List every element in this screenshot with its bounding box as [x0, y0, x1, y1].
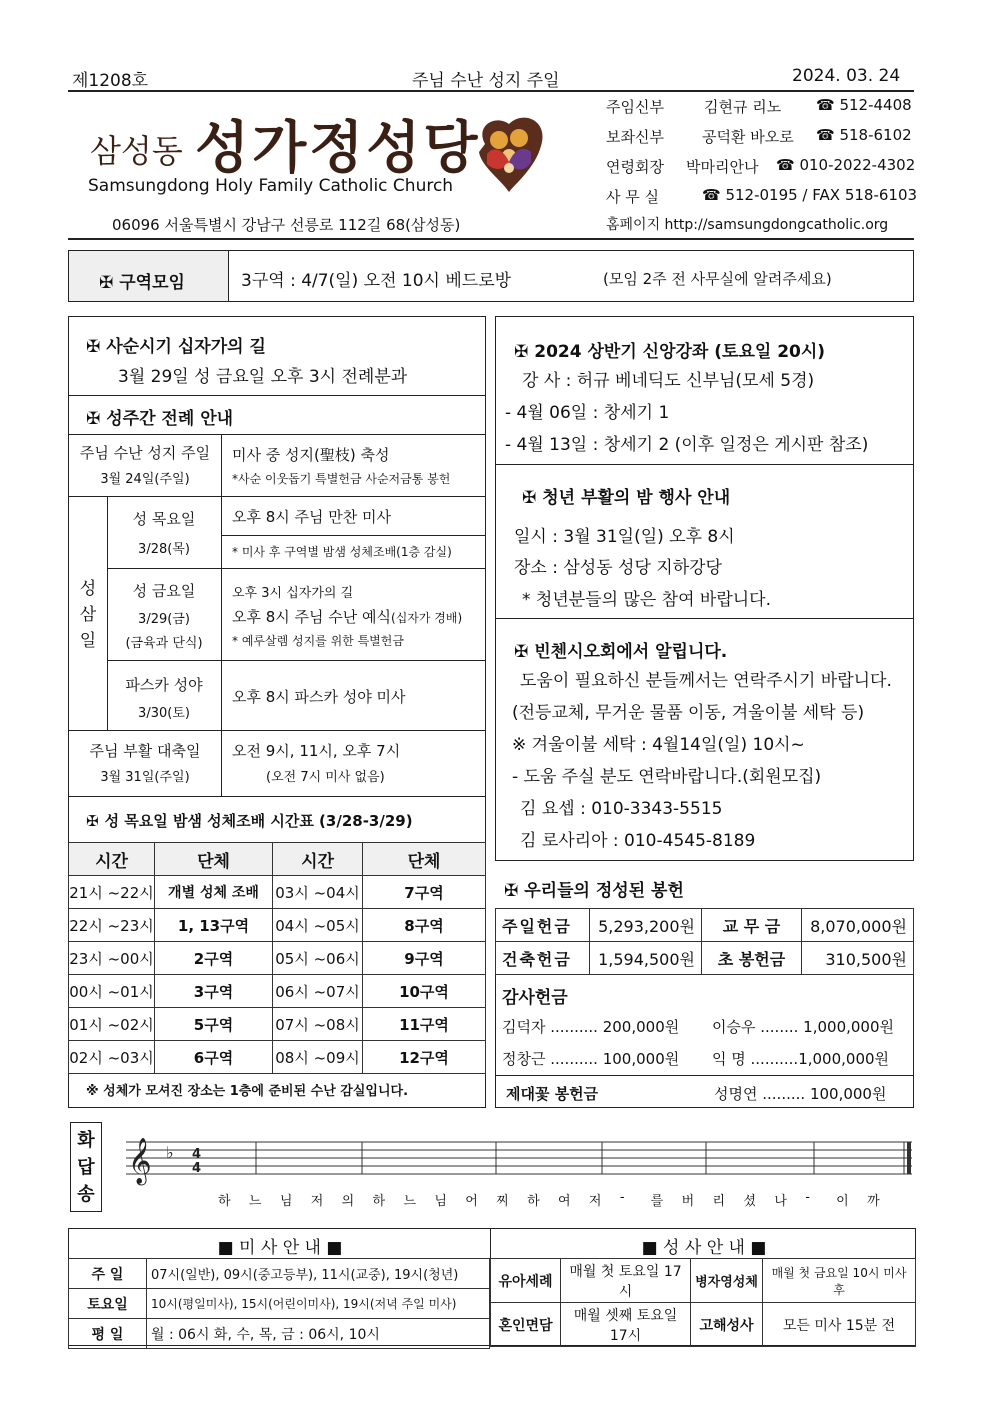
lyric-syllable: 어	[465, 1194, 478, 1209]
music-staff	[126, 1128, 916, 1190]
contact-role: 보좌신부	[606, 128, 664, 146]
cross-icon: ✠	[99, 273, 114, 293]
lyric-syllable: 여	[558, 1194, 571, 1209]
column-header: 단체	[363, 843, 486, 876]
friday-desc1: 오후 3시 십자가의 길	[232, 586, 354, 601]
column-header: 단체	[155, 843, 273, 876]
thanks-entry: 정창근 .......... 100,000원	[502, 1050, 680, 1068]
psalm-lyrics	[218, 1190, 898, 1210]
thursday-note: * 미사 후 구역별 밤샘 성체조배(1층 감실)	[232, 545, 452, 559]
table-row: 23시 ~00시 2구역 05시 ~06시 9구역	[69, 942, 486, 975]
svg-text:𝄞: 𝄞	[128, 1138, 152, 1184]
lyric-syllable: -	[619, 1190, 625, 1205]
lyric-syllable: 느	[403, 1194, 417, 1209]
vincent-line: - 도움 주실 분도 연락바랍니다.(회원모집)	[512, 767, 822, 787]
vincent-line: ※ 겨울이불 세탁 : 4월14일(일) 10시~	[512, 735, 805, 755]
palm-date: 3월 24일(주일)	[100, 472, 190, 487]
lyric-syllable: 님	[434, 1194, 447, 1209]
offering-title: 우리들의 정성된 봉헌	[524, 881, 684, 901]
homepage-link[interactable]: 홈페이지 http://samsungdongcatholic.org	[606, 217, 889, 233]
stations-content: 3월 29일 성 금요일 오후 3시 전례분과	[118, 367, 408, 387]
lecture-line: 강 사 : 허규 베네딕도 신부님(모세 5경)	[522, 371, 815, 391]
lyric-syllable: 저	[310, 1194, 324, 1209]
easter-date: 3월 31일(주일)	[100, 770, 190, 785]
lyric-syllable: 셨	[743, 1194, 757, 1209]
vincent-line: (전등교체, 무거운 물품 이동, 겨울이불 세탁 등)	[512, 703, 865, 723]
thursday-desc: 오후 8시 주님 만찬 미사	[232, 508, 392, 526]
table-row: 혼인면담 매월 셋째 토요일 17시 고해성사 모든 미사 15분 전	[491, 1303, 916, 1347]
cross-icon: ✠	[504, 881, 519, 901]
psalm-label: 화 답 송	[77, 1130, 95, 1205]
vincent-line: 도움이 필요하신 분들께서는 연락주시기 바랍니다.	[520, 671, 892, 691]
friday-day: 성 금요일	[132, 582, 196, 600]
cross-icon: ✠	[514, 642, 529, 662]
adoration-table	[68, 842, 486, 1074]
district-content: 3구역 : 4/7(일) 오전 10시 베드로방	[241, 271, 512, 291]
cross-icon: ✠	[514, 342, 529, 362]
friday-desc2: 오후 8시 주님 수난 예식	[232, 608, 392, 626]
triduum-label: 성 삼 일	[79, 579, 97, 651]
lyric-syllable: 나	[774, 1194, 787, 1209]
district-note: (모임 2주 전 사무실에 알려주세요)	[603, 270, 832, 288]
vincent-title: 빈첸시오회에서 알립니다.	[534, 642, 728, 662]
contact-phone: ☎ 512-4408	[816, 96, 912, 114]
lyric-syllable: -	[805, 1190, 810, 1205]
contact-role: 사 무 실	[606, 188, 660, 206]
psalm-label-box	[70, 1122, 102, 1212]
contact-role: 주임신부	[606, 98, 664, 116]
svg-text:♭: ♭	[166, 1143, 174, 1162]
easter-desc: 오전 9시, 11시, 오후 7시	[232, 742, 401, 760]
lyric-syllable: 하	[218, 1194, 231, 1209]
vincent-line: 김 요셉 : 010-3343-5515	[520, 799, 723, 819]
adoration-title: 성 목요일 밤샘 성체조배 시간표 (3/28-3/29)	[104, 812, 413, 830]
thanks-entry: 김덕자 .......... 200,000원	[502, 1018, 680, 1036]
palm-day: 주님 수난 성지 주일	[79, 444, 211, 462]
lecture-line: - 4월 13일 : 창세기 2 (이후 일정은 게시판 참조)	[505, 435, 869, 455]
vigil-date: 3/30(토)	[138, 706, 190, 721]
lyric-syllable: 저	[588, 1194, 602, 1209]
lyric-syllable: 의	[341, 1194, 355, 1209]
table-row: 건축헌금 1,594,500원 초 봉헌금 310,500원	[496, 942, 914, 975]
holyweek-title: 성주간 전례 안내	[106, 409, 234, 429]
table-row: 주 일 07시(일반), 09시(중고등부), 11시(교중), 19시(청년)	[69, 1259, 490, 1289]
lyric-syllable: 찌	[496, 1194, 509, 1209]
easter-note: (오전 7시 미사 없음)	[266, 770, 385, 785]
sacrament-table	[490, 1258, 916, 1347]
friday-desc2b: (십자가 경배)	[391, 611, 463, 625]
bulletin-date: 2024. 03. 24	[792, 66, 901, 86]
contact-phone: ☎ 518-6102	[816, 126, 912, 144]
district-meeting-box	[68, 250, 914, 302]
vincent-line: 김 로사리아 : 010-4545-8189	[520, 831, 756, 851]
friday-fast: (금육과 단식)	[125, 636, 203, 651]
youth-line: * 청년분들의 많은 참여 바랍니다.	[522, 590, 772, 610]
youth-line: 장소 : 삼성동 성당 지하강당	[514, 558, 722, 578]
contact-phone: ☎ 010-2022-4302	[776, 156, 916, 174]
contact-phone: ☎ 512-0195 / FAX 518-6103	[702, 186, 918, 204]
table-row: 00시 ~01시 3구역 06시 ~07시 10구역	[69, 975, 486, 1008]
column-header: 시간	[69, 843, 155, 876]
contact-name: 박마리안나	[686, 158, 759, 176]
table-row: 02시 ~03시 6구역 08시 ~09시 12구역	[69, 1041, 486, 1074]
svg-text:4: 4	[192, 1147, 202, 1162]
lyric-syllable: 이	[836, 1194, 849, 1209]
english-name: Samsungdong Holy Family Catholic Church	[88, 176, 454, 196]
lyric-syllable: 리	[712, 1194, 726, 1209]
palm-desc: 미사 중 성지(聖枝) 축성	[232, 446, 390, 464]
thanks-entry: 이승우 ........ 1,000,000원	[712, 1018, 895, 1036]
lyric-syllable: 까	[867, 1194, 880, 1209]
contact-name: 공덕환 바오로	[702, 128, 794, 146]
thursday-day: 성 목요일	[132, 510, 196, 528]
parish-address: 06096 서울특별시 강남구 선릉로 112길 68(삼성동)	[112, 216, 461, 234]
friday-note: * 예루살렘 성지를 위한 특별헌금	[232, 634, 404, 648]
thanks-label: 감사헌금	[502, 988, 568, 1008]
palm-note: *사순 이웃돕기 특별헌금 사순저금통 봉헌	[232, 472, 451, 486]
contact-name: 김현규 리노	[704, 98, 782, 116]
easter-day: 주님 부활 대축일	[89, 742, 201, 760]
lyric-syllable: 를	[650, 1194, 664, 1209]
stations-title: 사순시기 십자가의 길	[106, 337, 266, 357]
adoration-note: ※ 성체가 모셔진 장소는 1층에 준비된 수난 감실입니다.	[86, 1084, 409, 1099]
holy-family-logo	[465, 106, 551, 198]
mass-title: ■ 미 사 안 내 ■	[217, 1238, 343, 1258]
vigil-day: 파스카 성야	[125, 676, 203, 694]
column-header: 시간	[273, 843, 363, 876]
table-row: 주일헌금 5,293,200원 교 무 금 8,070,000원	[496, 909, 914, 942]
week-title: 주님 수난 성지 주일	[412, 71, 560, 91]
parish-prefix: 삼성동	[90, 132, 183, 170]
psalm-score	[126, 1128, 916, 1218]
cross-icon: ✠	[86, 337, 101, 357]
lyric-syllable: 하	[527, 1194, 540, 1209]
cross-icon: ✠	[522, 488, 537, 508]
lyric-syllable: 님	[279, 1194, 293, 1209]
svg-text:4: 4	[192, 1161, 202, 1176]
lecture-title: 2024 상반기 신앙강좌 (토요일 20시)	[534, 342, 826, 362]
lyric-syllable: 느	[248, 1194, 262, 1209]
thanks-entry: 익 명 ..........1,000,000원	[712, 1050, 890, 1068]
sacrament-title: ■ 성 사 안 내 ■	[641, 1238, 767, 1258]
table-row: 22시 ~23시 1, 13구역 04시 ~05시 8구역	[69, 909, 486, 942]
thursday-date: 3/28(목)	[138, 542, 190, 557]
parish-name: 성가정성당	[195, 116, 481, 181]
contact-role: 연령회장	[606, 158, 664, 176]
table-row: 토요일 10시(평일미사), 15시(어린이미사), 19시(저녁 주일 미사)	[69, 1289, 490, 1319]
table-header-row	[69, 843, 486, 876]
cross-icon: ✠	[86, 812, 99, 830]
lyric-syllable: 버	[681, 1194, 695, 1209]
district-title: 구역모임	[119, 273, 185, 293]
cross-icon: ✠	[86, 409, 101, 429]
table-row: 21시 ~22시 개별 성체 조배 03시 ~04시 7구역	[69, 876, 486, 909]
lyric-syllable: 하	[372, 1194, 386, 1209]
vigil-desc: 오후 8시 파스카 성야 미사	[232, 688, 406, 706]
offering-table	[495, 908, 914, 975]
flower-entry: 성명연 ......... 100,000원	[714, 1085, 887, 1103]
mass-table	[68, 1258, 490, 1349]
issue-number: 제1208호	[72, 71, 149, 91]
youth-title: 청년 부활의 밤 행사 안내	[542, 488, 731, 508]
table-row: 01시 ~02시 5구역 07시 ~08시 11구역	[69, 1008, 486, 1041]
lecture-line: - 4월 06일 : 창세기 1	[505, 403, 670, 423]
youth-line: 일시 : 3월 31일(일) 오후 8시	[514, 527, 735, 547]
table-row: 유아세례 매월 첫 토요일 17시 병자영성체 매월 첫 금요일 10시 미사 후	[491, 1259, 916, 1303]
table-row: 평 일 월 : 06시 화, 수, 목, 금 : 06시, 10시	[69, 1319, 490, 1349]
flower-label: 제대꽃 봉헌금	[506, 1085, 599, 1103]
friday-date: 3/29(금)	[138, 612, 190, 627]
